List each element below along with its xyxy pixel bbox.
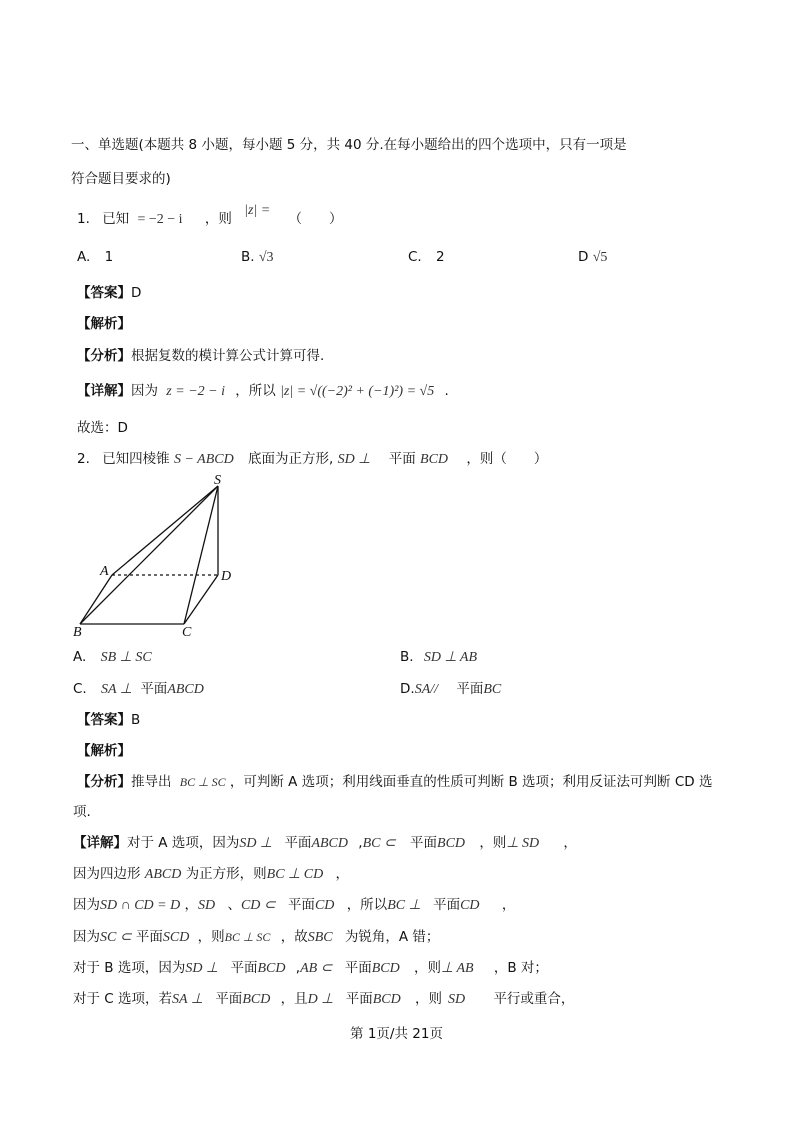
q2-analysis (77, 742, 131, 760)
math-expression: |z| = (244, 203, 271, 218)
fenxi-text: 项. (73, 804, 91, 820)
detail-text: 因为 (73, 929, 100, 945)
detail-text: 平面 (215, 991, 243, 1007)
detail-text: . (444, 383, 449, 399)
choice-text: 故选：D (77, 420, 128, 436)
option-label: C. (73, 681, 87, 697)
fenxi-text: ，可判断 A 选项；利用线面垂直的性质可判断 B 选项；利用反证法可判断 CD 选 (229, 774, 713, 790)
label-c: C (182, 625, 192, 640)
math-expression: BCD (257, 961, 286, 976)
q2-detail-line2 (73, 865, 349, 884)
math-expression: D ⊥ (307, 992, 334, 1007)
q1-choice (77, 419, 128, 437)
math-expression: CD (460, 898, 480, 913)
detail-tag: 【详解】 (77, 383, 131, 399)
detail-text: ，则 (479, 835, 507, 851)
q1-fenxi (77, 347, 324, 365)
edge-sc (184, 486, 218, 624)
option-tail-expr: BC (483, 682, 502, 697)
detail-text: ，故 (280, 929, 308, 945)
option-label: D (578, 249, 589, 265)
answer-blank: （ ） (288, 211, 343, 227)
fenxi-tag: 【分析】 (77, 348, 131, 364)
option-tail: 平面 (140, 681, 168, 697)
fenxi-tag: 【分析】 (77, 774, 131, 790)
q2-option-a (73, 648, 152, 667)
q2-option-b (400, 648, 477, 667)
detail-text: 因为 (131, 383, 158, 399)
math-expression: BCD (437, 836, 466, 851)
option-value: SD ⊥ AB (423, 650, 478, 665)
stem-text: 已知 (102, 211, 130, 227)
math-expression: ABCD (144, 867, 182, 882)
detail-text: ， (563, 835, 577, 851)
math-expression: SBC (307, 930, 333, 945)
option-value: SA ⊥ (101, 682, 133, 697)
option-label: B. (400, 649, 414, 665)
q1-option-b (241, 248, 274, 267)
math-expression: z = −2 − i (166, 384, 225, 399)
edge-sa (112, 486, 218, 575)
stem-text: ，则 (204, 211, 232, 227)
math-expression: BCD (372, 992, 401, 1007)
stem-text: 已知四棱锥 (102, 451, 170, 467)
q2-fenxi (77, 773, 712, 791)
label-b: B (73, 625, 82, 640)
math-expression: ABCD (311, 836, 348, 851)
math-expression: SD ⊥ (185, 961, 219, 976)
math-expression: SA ⊥ (172, 992, 204, 1007)
q2-detail-line4 (73, 928, 439, 947)
detail-text: 为锐角，A 错； (344, 929, 440, 945)
q2-answer (77, 711, 140, 729)
page-footer (0, 1025, 793, 1043)
detail-text: ，所以 (235, 383, 276, 399)
math-expression: BCD (371, 961, 400, 976)
math-expression: CD ⊂ (240, 898, 276, 913)
option-value: √3 (258, 250, 274, 265)
detail-text: ，所以 (346, 897, 388, 913)
label-d: D (221, 569, 232, 584)
pyramid-figure (70, 474, 240, 644)
detail-text: 平面 (287, 897, 315, 913)
option-label: B. (241, 249, 255, 265)
math-expression: BC ⊥ SC (224, 930, 271, 944)
detail-text: 、 (227, 897, 241, 913)
q1-option-a (77, 248, 113, 266)
section-heading (71, 136, 627, 154)
q1-analysis (77, 315, 131, 333)
q2-option-c (73, 680, 204, 699)
math-expression: AB ⊂ (300, 961, 333, 976)
detail-text: 平面 (433, 897, 461, 913)
detail-text: 平面 (344, 960, 372, 976)
q2-fenxi-cont (73, 803, 91, 821)
detail-text: ， (501, 897, 516, 913)
label-s: S (214, 474, 221, 488)
option-value: SA// (414, 682, 439, 697)
section-heading-line2: 符合题目要求的) (71, 171, 171, 187)
detail-text: , (295, 960, 301, 976)
detail-text: ， (184, 897, 199, 913)
detail-text: ，则 (414, 960, 441, 976)
math-expression: BC ⊥ (387, 898, 421, 913)
option-value: 1 (104, 249, 114, 265)
detail-text: 为正方形，则 (185, 866, 267, 882)
math-expression: |z| = √((−2)² + (−1)²) = √5 (280, 384, 435, 399)
math-expression: = −2 − i (137, 212, 183, 227)
detail-text: 对于 A 选项，因为 (127, 835, 240, 851)
q2-detail-line5 (73, 959, 548, 978)
detail-text: 因为 (73, 897, 100, 913)
answer-value: D (131, 285, 142, 301)
fenxi-text: 推导出 (131, 774, 172, 790)
detail-text: 对于 B 选项，因为 (73, 960, 186, 976)
math-expression: SD (448, 992, 466, 1007)
detail-text: ，则 (415, 991, 443, 1007)
q1-answer (77, 284, 141, 302)
answer-tag: 【答案】 (77, 285, 131, 301)
label-a: A (100, 564, 109, 579)
edge-ba (80, 575, 112, 624)
detail-text: 对于 C 选项，若 (73, 991, 173, 1007)
stem-text: 底面为正方形, (248, 451, 334, 467)
math-expression: ⊥ SD (506, 836, 540, 851)
detail-text: 平面 (135, 929, 163, 945)
math-expression: SC ⊂ (100, 930, 132, 945)
q2-detail-line1 (73, 834, 577, 853)
analysis-tag: 【解析】 (77, 316, 131, 332)
section-heading-line1: 一、单选题(本题共 8 小题，每小题 5 分，共 40 分.在每小题给出的四个选项中，只有一项是 (71, 137, 627, 153)
math-expression: BC ⊥ CD (266, 867, 324, 882)
question-number: 1. (77, 211, 90, 227)
question-number: 2. (77, 451, 90, 467)
stem-text: 平面 (388, 451, 416, 467)
math-expression: BCD (420, 452, 449, 467)
option-tail: 平面 (456, 681, 484, 697)
q1-detail (77, 382, 449, 401)
q1-option-d (578, 248, 607, 267)
option-label: A. (77, 249, 91, 265)
option-value: √5 (592, 250, 608, 265)
answer-tag: 【答案】 (77, 712, 131, 728)
question-2-stem (77, 450, 547, 469)
analysis-tag: 【解析】 (77, 743, 131, 759)
detail-text: 平行或重合， (493, 991, 575, 1007)
option-value: 2 (436, 249, 445, 265)
detail-text: ， (335, 866, 349, 882)
math-expression: SD (198, 898, 216, 913)
edge-cd (184, 575, 218, 624)
fenxi-text: 根据复数的模计算公式计算可得. (131, 348, 325, 364)
math-expression: BC ⊥ SC (179, 775, 226, 789)
math-expression: S − ABCD (173, 452, 234, 467)
q2-detail-line3 (73, 896, 515, 915)
stem-text: ，则（ ） (466, 451, 548, 467)
option-value: SB ⊥ SC (100, 650, 152, 665)
math-expression: SD ⊥ (337, 452, 371, 467)
detail-text: 因为四边形 (73, 866, 141, 882)
math-expression: ⊥ AB (441, 961, 474, 976)
q1-option-c (408, 248, 445, 266)
detail-tag: 【详解】 (73, 835, 127, 851)
answer-value: B (131, 712, 141, 728)
section-heading-cont (71, 170, 171, 188)
page-number: 第 1页/共 21页 (350, 1026, 443, 1042)
detail-text: ，B 对； (493, 960, 548, 976)
math-expression: SD ∩ CD = D (100, 898, 181, 913)
math-expression: BC ⊂ (362, 836, 396, 851)
detail-text: 平面 (284, 835, 312, 851)
detail-text: ，则 (197, 929, 225, 945)
q2-detail-line6 (73, 990, 574, 1009)
option-label: D. (400, 681, 415, 697)
detail-text: ，且 (280, 991, 308, 1007)
detail-text: 平面 (410, 835, 438, 851)
math-expression: SCD (162, 930, 190, 945)
detail-text: 平面 (230, 960, 258, 976)
math-expression: BCD (242, 992, 271, 1007)
question-1-stem (77, 203, 343, 229)
option-label: A. (73, 649, 87, 665)
math-expression: SD ⊥ (239, 836, 273, 851)
q2-option-d (400, 680, 501, 699)
edge-sb (80, 486, 218, 624)
math-expression: CD (314, 898, 335, 913)
detail-text: , (358, 835, 363, 851)
option-tail-expr: ABCD (167, 682, 204, 697)
option-label: C. (408, 249, 422, 265)
detail-text: 平面 (345, 991, 373, 1007)
